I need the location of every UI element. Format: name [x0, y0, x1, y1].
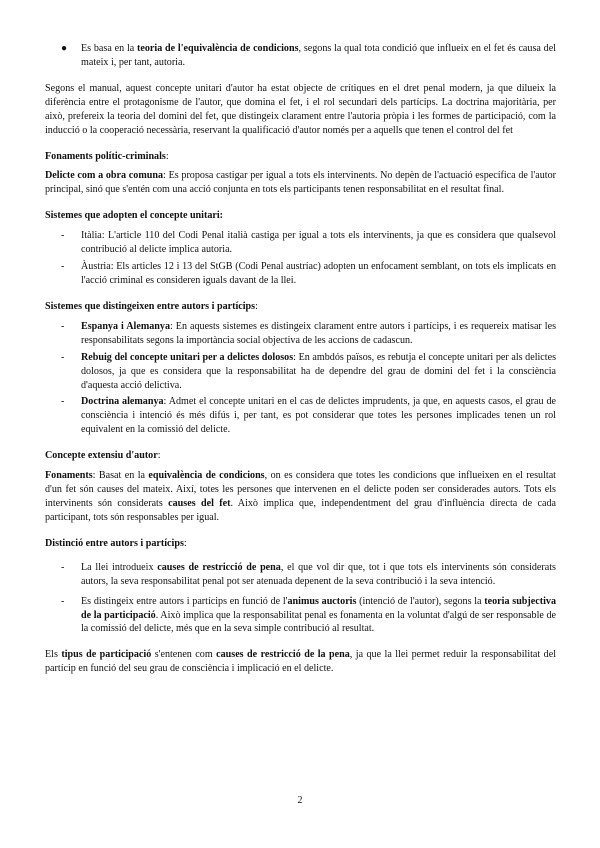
list-item: - Àustria: Els articles 12 i 13 del StGB (Codi Penal austríac) adopten un enfocament semblant, on tots els implicats en l'acció criminal es consideren iguals davant de la llei. [61, 261, 556, 286]
section-heading-fonaments: Fonaments polític-criminals: [45, 150, 169, 162]
list-item: - Espanya i Alemanya: En aquests sistemes es distingeix clarament entre autors i partícips, i es requereix matisar les responsabilitats segons la importància social objectiva de les accions de cadascun. [61, 320, 556, 346]
section-heading-concepte-extensiu: Concepte extensiu d'autor: [45, 450, 161, 462]
list-item: - La llei introdueix causes de restricció de pena, el que vol dir que, tot i que tots els intervinents són considerats autors, la seva responsabilitat penal pot ser atenuada depenent de la seva contribució i la seva intenció. [61, 561, 556, 587]
section-heading-sistemes-distingeixen: Sistemes que distingeixen entre autors i partícips: [45, 300, 258, 312]
list-sistemes-distingeixen [45, 320, 556, 437]
section-heading-sistemes-unitari: Sistemes que adopten el concepte unitari: [45, 210, 224, 222]
paragraph-unitari: Segons el manual, aquest concepte unitari d'autor ha estat objecte de crítiques en el dret penal modern, ja que dilueix la diferència entre el protagonisme de l'autor, que domina el fet, i el rol secundari dels partícips. La doctrina majoritària, per això, prefereix la teoria del domini del fet, que distingeix clarament entre l'autoria pròpia i les formes de participació, com la inducció o la cooperació necessària, reservant la qualificació d'autor només per a aquells que tenen el control del fet [45, 82, 556, 136]
paragraph-fonaments-extensiu: Fonaments: Basat en la equivalència de condicions, on es considera que totes les condicions que influeixen en el resultat d'un fet són causes del mateix. Així, totes les persones que intervenen en el delicte poden ser considerades autors. Tots els intervinents són considerats causes del fet. Això implica que, independentment del grau d'influència directa de cada participant, tots són responsables per igual. [45, 470, 557, 523]
page-number: 2 [297, 795, 303, 806]
bullet-icon: ● [61, 43, 68, 54]
list-item: - Rebuig del concepte unitari per a delictes dolosos: En ambdós països, es rebutja el concepte unitari per als delictes dolosos, ja que es considera que la responsabilitat ha de dependre del grau de domini del fet i la consciència d'aquesta acció delictiva. [61, 351, 557, 391]
list-distincio [45, 561, 556, 637]
list-item: - Doctrina alemanya: Admet el concepte unitari en el cas de delictes imprudents, ja que, en aquests casos, el grau de consciència i intenció és més difús i, per tant, es pot considerar que totes les persones implicades tenen un rol equivalent en la comissió del delicte. [61, 396, 556, 436]
section-heading-distincio: Distinció entre autors i partícips: [45, 537, 187, 549]
intro-bullet: ● Es basa en la teoria de l'equivalència de condicions, segons la qual tota condició que influeix en el fet és causa del mateix i, per tant, autoria. [61, 43, 556, 68]
list-sistemes-unitari [45, 229, 556, 288]
document-page [45, 42, 556, 684]
list-item: - Es distingeix entre autors i partícips en funció de l'animus auctoris (intenció de l'autor), segons la teoria subjectiva de la participació. Això implica que la responsabilitat penal es fonamenta en la voluntat d'algú de ser responsable de la comissió del delicte, més que en la seva simple contribució al resultat. [61, 595, 556, 635]
list-item: - Itàlia: L'article 110 del Codi Penal italià castiga per igual a tots els intervinents, ja que es considera que qualsevol contribució al delicte implica autoria. [61, 230, 556, 256]
paragraph-obra-comuna: Delicte com a obra comuna: Es proposa castigar per igual a tots els intervinents. No depèn de l'actuació específica de l'autor principal, sinó que s'entén com una acció conjunta en tots els participants tenen responsabilitat en el resultat final. [45, 170, 556, 196]
paragraph-final: Els tipus de participació s'entenen com causes de restricció de la pena, ja que la llei permet reduir la responsabilitat del partícip en funció del seu grau de consciència i implicació en el delicte. [45, 649, 556, 675]
